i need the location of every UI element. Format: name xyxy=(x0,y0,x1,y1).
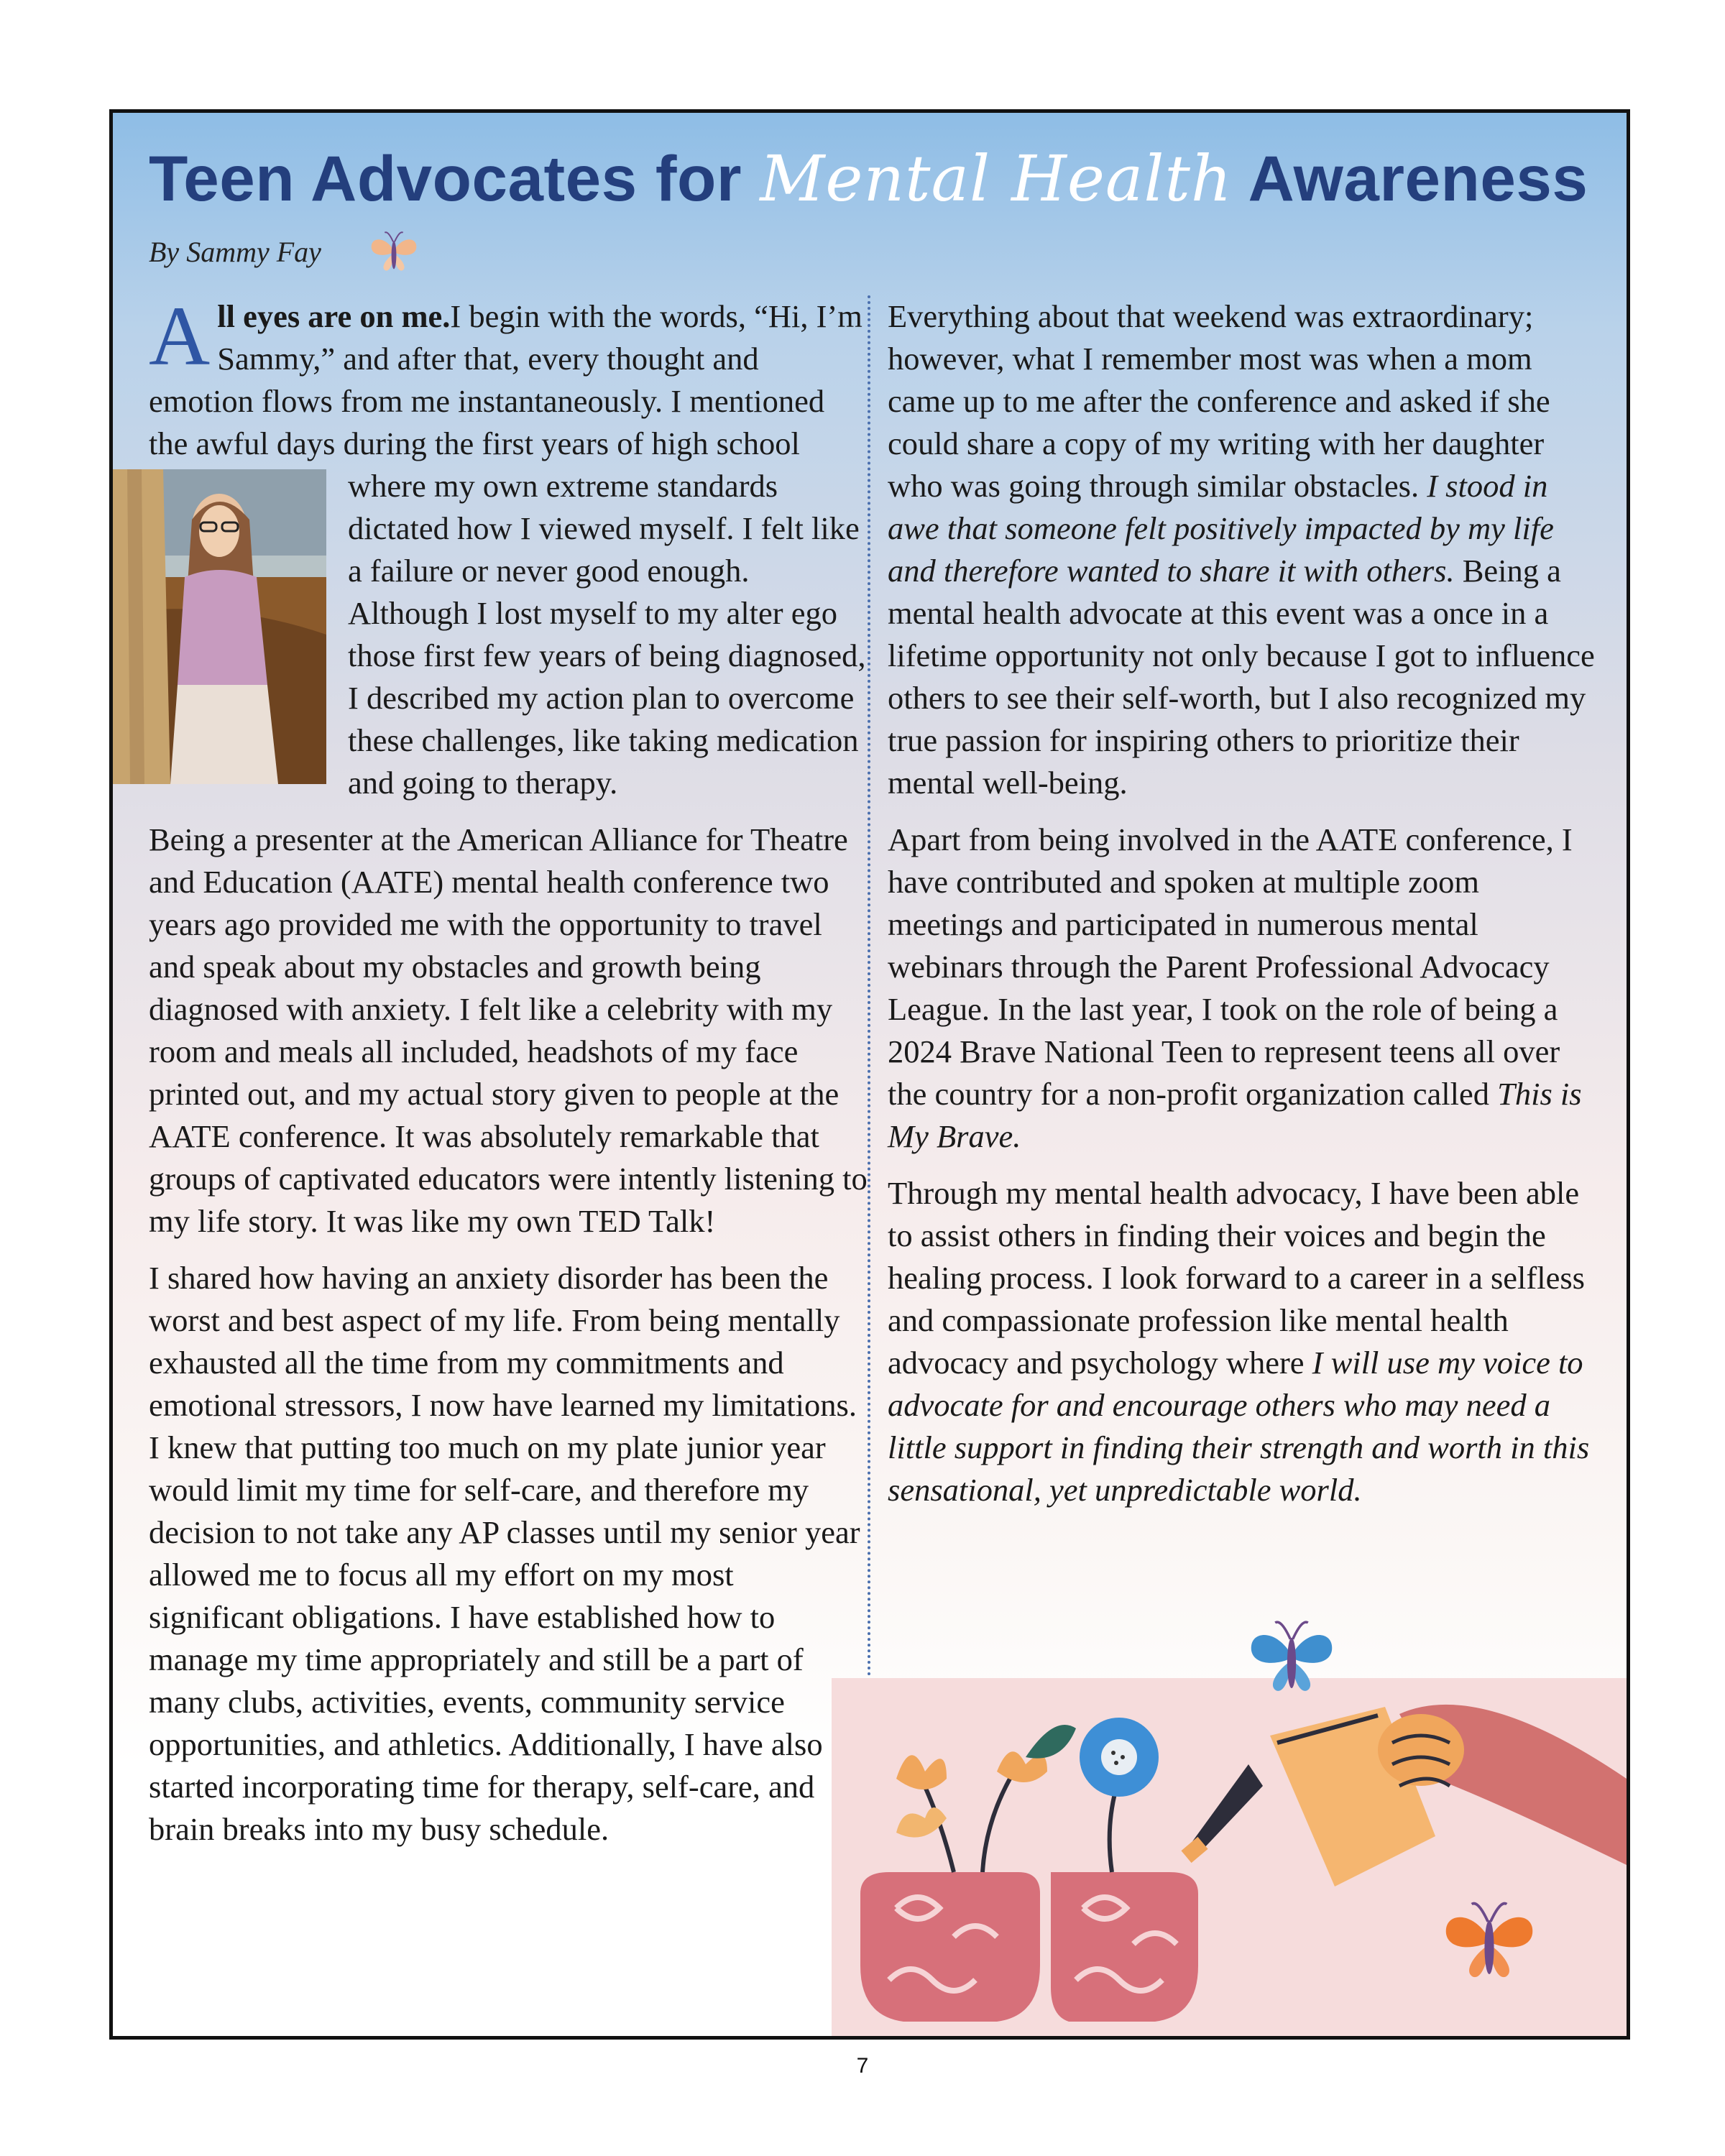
left-paragraph-1 xyxy=(149,289,868,804)
article-title xyxy=(149,142,1588,216)
left-paragraph-1-text-end: dictated how I viewed myself. I felt like a failure or never good enough. Although I lost myself to my alter ego those first few years of being diagnosed, I described my action plan to overcome these challenges, like taking medication and going to therapy. xyxy=(348,510,866,801)
organization-name: This is My Brave. xyxy=(888,1076,1582,1154)
author-photo xyxy=(113,469,326,784)
page-number: 7 xyxy=(856,2054,869,2078)
drop-cap: A xyxy=(149,289,211,383)
lead-in: ll eyes are on me. xyxy=(217,298,451,334)
right-paragraph-1-text: Everything about that weekend was extraordinary; however, what I remember most was when a mom came up to me after the conference and asked if she could share a copy of my writing with her daughter who was going through similar obstacles. xyxy=(888,298,1550,504)
butterfly-icon xyxy=(1435,1888,1543,1996)
right-paragraph-2-text: Apart from being involved in the AATE conference, I have contributed and spoken at multiple zoom meetings and participated in numerous mental webinars through the Parent Professional Advocacy League. In the last year, I took on the role of being a 2024 Brave National Teen to represent teens all over the country for a non-profit organization called xyxy=(888,821,1573,1112)
right-column xyxy=(888,295,1599,1526)
left-paragraph-3: I shared how having an anxiety disorder has been the worst and best aspect of my life. From being mentally exhausted all the time from my commitments and emotional stressors, I now have learned my limitations. I knew that putting too much on my plate junior year would limit my time for self-care, and therefore my decision to not take any AP classes until my senior year allowed me to focus all my effort on my most significant obligations. I have established how to manage my time appropriately and still be a part of many clubs, activities, events, community service opportunities, and athletics. Additionally, I have also started incorporating time for therapy, self-care, and brain breaks into my busy schedule. xyxy=(149,1260,860,1847)
butterfly-icon xyxy=(366,224,422,280)
right-paragraph-3 xyxy=(888,1172,1599,1511)
title-script-part: Mental Health xyxy=(760,142,1233,216)
left-paragraph-1-text-start: I begin with the words, “Hi, I’m Sammy,” and after that, every thought and emotion flows from me instantaneously. I mentioned the awful days during the first years of high school where my own extreme standards xyxy=(149,298,862,504)
article-frame xyxy=(109,109,1630,2040)
right-paragraph-3-quote: I will use my voice to advocate for and encourage others who may need a little support in finding their strength and worth in this sensational, yet unpredictable world. xyxy=(888,1345,1590,1508)
left-paragraph-2: Being a presenter at the American Alliance for Theatre and Education (AATE) mental health conference two years ago provided me with the opportunity to travel and speak about my obstacles and growth being diagnosed with anxiety. I felt like a celebrity with my room and meals all included, headshots of my face printed out, and my actual story given to people at the AATE conference. It was absolutely remarkable that groups of captivated educators were intently listening to my life story. It was like my own TED Talk! xyxy=(149,821,868,1239)
right-paragraph-1-rest: Being a mental health advocate at this event was a once in a lifetime opportunity not only because I got to influence others to see their self-worth, but I also recognized my true passion for inspiring others to prioritize their mental well-being. xyxy=(888,553,1595,801)
brain-icon xyxy=(860,1872,1198,2022)
right-paragraph-1-quote: I stood in awe that someone felt positively impacted by my life and therefore wanted to share it with others. xyxy=(888,468,1554,589)
byline: By Sammy Fay xyxy=(149,236,321,268)
left-column xyxy=(149,289,868,1865)
right-paragraph-1 xyxy=(888,295,1599,804)
title-part-2: Awareness xyxy=(1232,142,1588,214)
flower-icon xyxy=(896,1718,1159,1872)
right-paragraph-2 xyxy=(888,819,1599,1158)
title-part-1: Teen Advocates for xyxy=(149,142,760,214)
butterfly-icon xyxy=(1241,1608,1342,1708)
right-paragraph-3-text: Through my mental health advocacy, I have been able to assist others in finding their voices and begin the healing process. I look forward to a career in a selfless and compassionate profession like mental health advocacy and psychology where xyxy=(888,1175,1585,1381)
